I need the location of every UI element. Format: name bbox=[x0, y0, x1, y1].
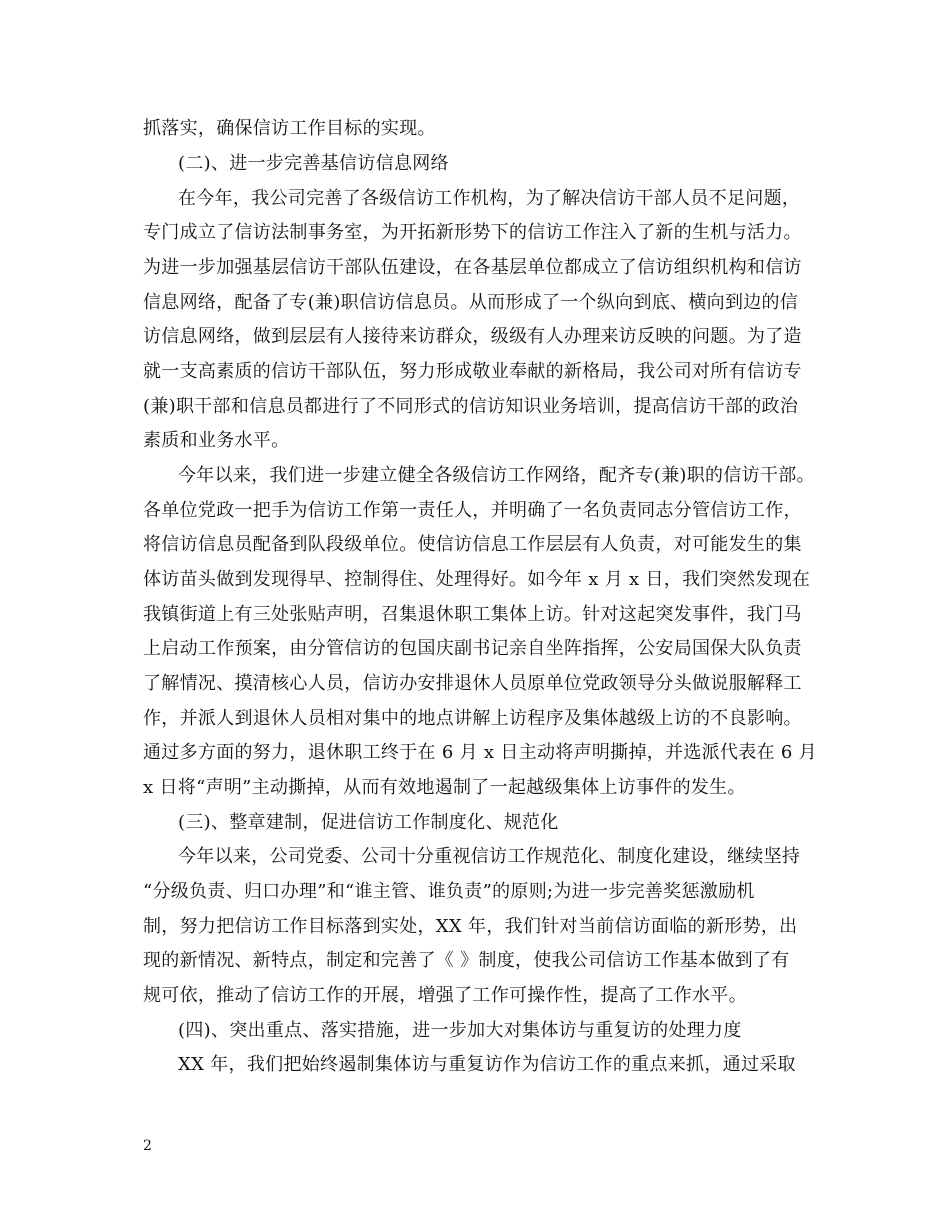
page-number: 2 bbox=[143, 1138, 152, 1154]
text-line: 将信访信息员配备到队段级单位。使信访信息工作层层有人负责，对可能发生的集 bbox=[143, 534, 802, 555]
text-line: XX 年，我们把始终遏制集体访与重复访作为信访工作的重点来抓，通过采取 bbox=[178, 1054, 796, 1075]
text-line: 信息网络，配备了专(兼)职信访信息员。从而形成了一个纵向到底、横向到边的信 bbox=[143, 292, 799, 313]
text-line: (兼)职干部和信息员都进行了不同形式的信访知识业务培训，提高信访干部的政治 bbox=[143, 396, 799, 417]
section-heading-2: (二)、进一步完善基信访信息网络 bbox=[178, 153, 449, 174]
text-line: 今年以来，我们进一步建立健全各级信访工作网络，配齐专(兼)职的信访干部。 bbox=[178, 465, 815, 486]
section-heading-3: (三)、整章建制，促进信访工作制度化、规范化 bbox=[178, 812, 559, 833]
text-line: 今年以来，公司党委、公司十分重视信访工作规范化、制度化建设，继续坚持 bbox=[178, 846, 801, 867]
text-line: 就一支高素质的信访干部队伍，努力形成敬业奉献的新格局，我公司对所有信访专 bbox=[143, 361, 802, 382]
text-line: “分级负责、归口办理”和“谁主管、谁负责”的原则;为进一步完善奖惩激励机 bbox=[143, 881, 755, 902]
text-line: 我镇街道上有三处张贴声明，召集退休职工集体上访。针对这起突发事件，我门马 bbox=[143, 604, 802, 625]
text-line: 制，努力把信访工作目标落到实处，XX 年，我们针对当前信访面临的新形势，出 bbox=[143, 916, 798, 937]
text-line: 各单位党政一把手为信访工作第一责任人，并明确了一名负责同志分管信访工作， bbox=[143, 500, 802, 521]
text-line: 访信息网络，做到层层有人接待来访群众，级级有人办理来访反映的问题。为了造 bbox=[143, 326, 802, 347]
text-line: 作，并派人到退休人员相对集中的地点讲解上访程序及集体越级上访的不良影响。 bbox=[143, 708, 802, 729]
text-line: 抓落实，确保信访工作目标的实现。 bbox=[143, 118, 436, 139]
text-line: x 日将“声明”主动撕掉，从而有效地遏制了一起越级集体上访事件的发生。 bbox=[143, 777, 746, 798]
text-line: 规可依，推动了信访工作的开展，增强了工作可操作性，提高了工作水平。 bbox=[143, 985, 747, 1006]
text-line: 体访苗头做到发现得早、控制得住、处理得好。如今年 x 月 x 日，我们突然发现在 bbox=[143, 569, 811, 590]
text-line: 通过多方面的努力，退休职工终于在 6 月 x 日主动将声明撕掉，并选派代表在 6 月 bbox=[143, 742, 817, 763]
text-line: 现的新情况、新特点，制定和完善了《 》制度，使我公司信访工作基本做到了有 bbox=[143, 950, 790, 971]
text-line: 了解情况、摸清核心人员，信访办安排退休人员原单位党政领导分头做说服解释工 bbox=[143, 673, 802, 694]
text-line: 为进一步加强基层信访干部队伍建设，在各基层单位都成立了信访组织机构和信访 bbox=[143, 257, 802, 278]
text-line: 上启动工作预案，由分管信访的包国庆副书记亲自坐阵指挥，公安局国保大队负责 bbox=[143, 638, 802, 659]
section-heading-4: (四)、突出重点、落实措施，进一步加大对集体访与重复访的处理力度 bbox=[178, 1020, 742, 1041]
text-line: 在今年，我公司完善了各级信访工作机构，为了解决信访干部人员不足问题， bbox=[178, 188, 801, 209]
text-line: 素质和业务水平。 bbox=[143, 430, 290, 451]
text-line: 专门成立了信访法制事务室，为开拓新形势下的信访工作注入了新的生机与活力。 bbox=[143, 222, 802, 243]
